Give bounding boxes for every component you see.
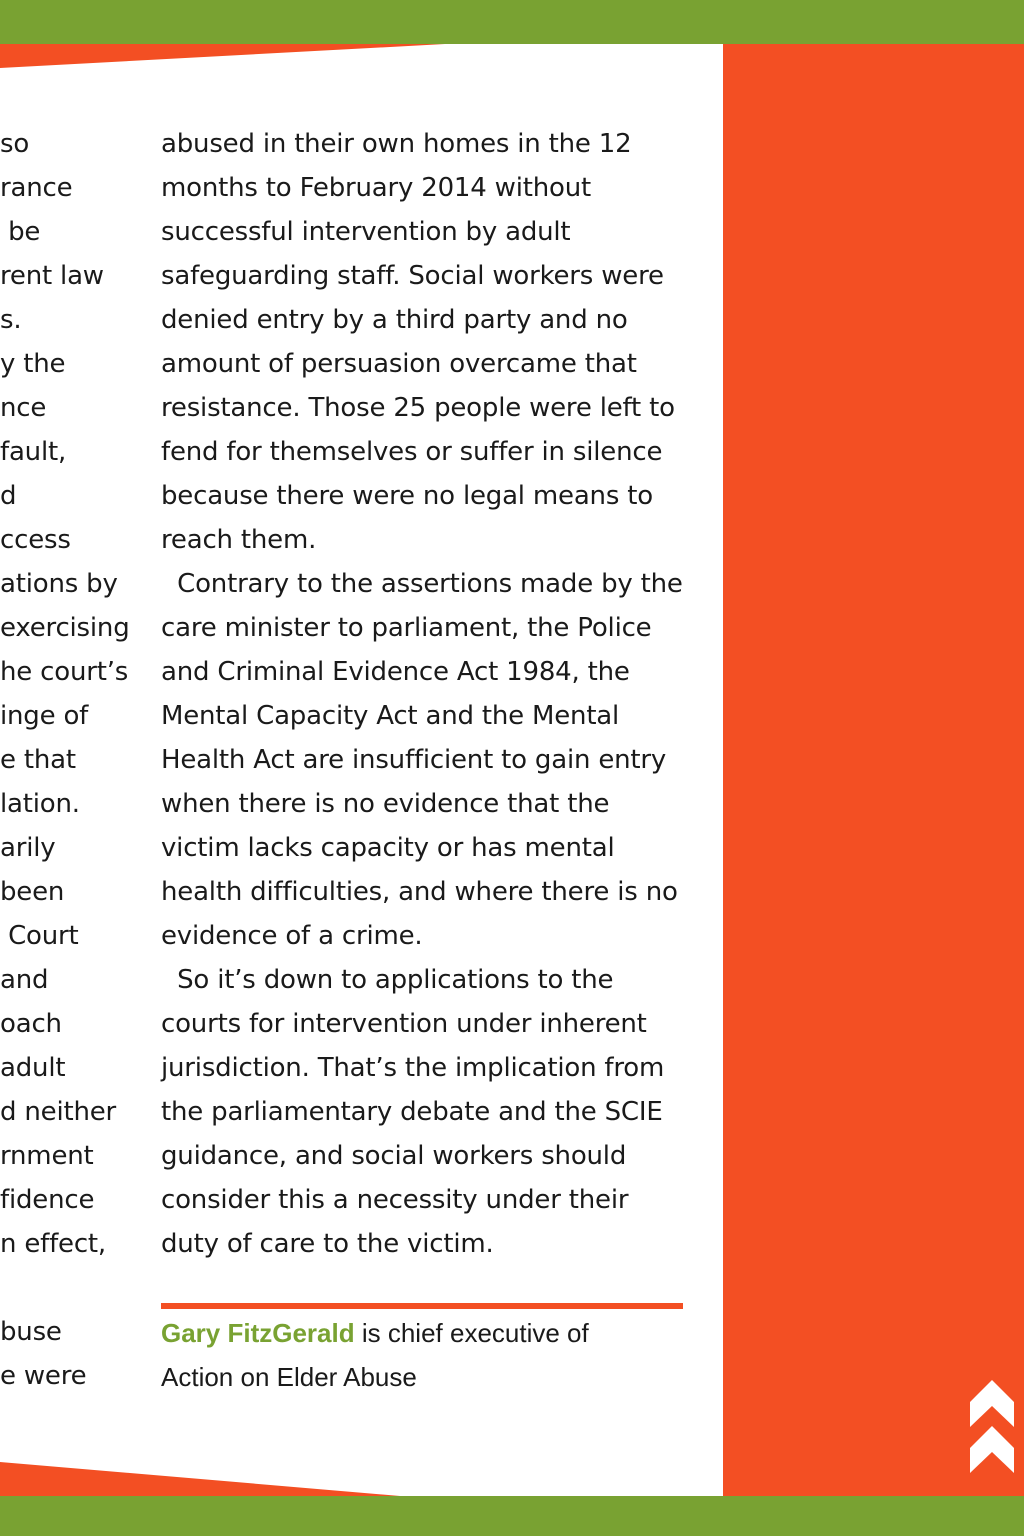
body-text-line: because there were no legal means to — [161, 481, 653, 511]
body-text-line: jurisdiction. That’s the implication from — [161, 1053, 665, 1083]
left-text-line: s. — [0, 305, 22, 335]
left-text-line: n effect, — [0, 1229, 106, 1259]
body-text-line: duty of care to the victim. — [161, 1229, 494, 1259]
bio-line-2: Action on Elder Abuse — [161, 1362, 417, 1392]
left-text-line: ccess — [0, 525, 71, 555]
body-text-line: amount of persuasion overcame that — [161, 349, 637, 379]
body-text-line: resistance. Those 25 people were left to — [161, 393, 675, 423]
author-bio — [161, 1311, 589, 1399]
left-text-line: oach — [0, 1009, 62, 1039]
double-chevron-up-icon — [968, 1380, 1016, 1476]
left-text-line: arily — [0, 833, 56, 863]
bio-line-1: is chief executive of — [354, 1318, 589, 1348]
bio-divider — [161, 1303, 683, 1309]
right-column-text — [161, 122, 701, 1266]
body-text-line: evidence of a crime. — [161, 921, 423, 951]
body-text-line: Contrary to the assertions made by the — [161, 569, 683, 599]
left-text-line: fault, — [0, 437, 67, 467]
left-text-line: rnment — [0, 1141, 94, 1171]
body-text-line: safeguarding staff. Social workers were — [161, 261, 664, 291]
body-text-line: Mental Capacity Act and the Mental — [161, 701, 620, 731]
left-text-line: e that — [0, 745, 76, 775]
left-text-line: rance — [0, 173, 73, 203]
body-text-line: guidance, and social workers should — [161, 1141, 627, 1171]
body-text-line: So it’s down to applications to the — [161, 965, 614, 995]
left-column-text — [0, 122, 130, 1398]
author-name: Gary FitzGerald — [161, 1318, 355, 1348]
left-text-line: d neither — [0, 1097, 117, 1127]
bottom-green-bar — [0, 1496, 1024, 1536]
body-text-line: months to February 2014 without — [161, 173, 592, 203]
left-text-line: nce — [0, 393, 47, 423]
left-text-line — [0, 1266, 130, 1310]
body-text-line: successful intervention by adult — [161, 217, 571, 247]
left-text-line: e were — [0, 1361, 87, 1391]
left-text-line: and — [0, 965, 49, 995]
bottom-orange-wedge — [0, 1460, 420, 1496]
left-text-line: lation. — [0, 789, 80, 819]
body-text-line: reach them. — [161, 525, 317, 555]
left-text-line: so — [0, 129, 30, 159]
left-text-line: exercising — [0, 613, 130, 643]
left-text-line: fidence — [0, 1185, 95, 1215]
left-text-line: ations by — [0, 569, 118, 599]
body-text-line: fend for themselves or suffer in silence — [161, 437, 663, 467]
left-text-line: be — [0, 217, 41, 247]
top-green-bar — [0, 0, 1024, 44]
body-text-line: the parliamentary debate and the SCIE — [161, 1097, 663, 1127]
top-orange-wedge — [0, 44, 450, 70]
left-text-line: he court’s — [0, 657, 129, 687]
left-text-line: y the — [0, 349, 66, 379]
left-text-line: been — [0, 877, 65, 907]
body-text-line: denied entry by a third party and no — [161, 305, 628, 335]
body-text-line: health difficulties, and where there is no — [161, 877, 678, 907]
body-text-line: care minister to parliament, the Police — [161, 613, 652, 643]
body-text-line: courts for intervention under inherent — [161, 1009, 647, 1039]
left-text-line: rent law — [0, 261, 104, 291]
left-text-line: buse — [0, 1317, 62, 1347]
left-text-line: adult — [0, 1053, 66, 1083]
body-text-line: abused in their own homes in the 12 — [161, 129, 632, 159]
right-orange-panel — [723, 44, 1024, 1496]
body-text-line: victim lacks capacity or has mental — [161, 833, 615, 863]
body-text-line: consider this a necessity under their — [161, 1185, 629, 1215]
body-text-line: Health Act are insufficient to gain entry — [161, 745, 667, 775]
left-text-line: d — [0, 481, 17, 511]
left-text-line: inge of — [0, 701, 89, 731]
body-text-line: when there is no evidence that the — [161, 789, 610, 819]
body-text-line: and Criminal Evidence Act 1984, the — [161, 657, 630, 687]
left-text-line: Court — [0, 921, 79, 951]
